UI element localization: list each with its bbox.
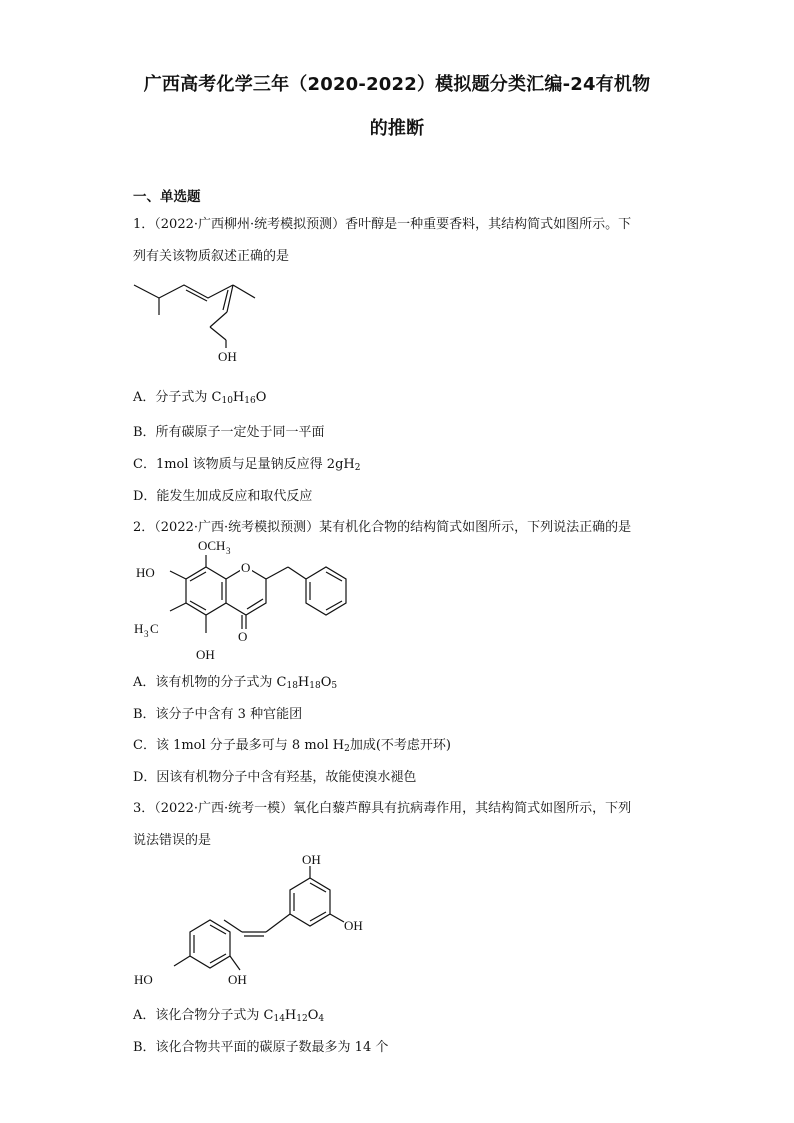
- question-1-stem-continued: 列有关该物质叙述正确的是: [133, 249, 290, 264]
- question-3-option-a[interactable]: A．该化合物分子式为 $C_{14}H_{12}O_4$: [133, 1008, 325, 1024]
- question-3-stem: 3．（2022·广西·统考一模）氧化白藜芦醇具有抗病毒作用，其结构简式如图所示，下列: [133, 801, 632, 816]
- svg-text:OH: OH: [302, 852, 321, 867]
- svg-text:OCH: OCH: [198, 538, 226, 553]
- hydroxyl-label: OH: [218, 349, 237, 364]
- svg-text:OH: OH: [196, 647, 215, 662]
- question-1-option-d[interactable]: D．能发生加成反应和取代反应: [133, 489, 313, 504]
- svg-text:HO: HO: [134, 972, 153, 987]
- question-2-stem: 2．（2022·广西·统考模拟预测）某有机化合物的结构简式如图所示，下列说法正确的是: [133, 520, 632, 535]
- question-1-option-b[interactable]: B．所有碳原子一定处于同一平面: [133, 425, 325, 440]
- question-1-option-c[interactable]: C．1mol 该物质与足量钠反应得 $2gH_2$: [133, 457, 361, 473]
- section-heading: 一、单选题: [133, 189, 201, 205]
- svg-text:3: 3: [144, 629, 149, 639]
- svg-text:H: H: [134, 621, 144, 636]
- page-title-continued: 的推断: [369, 118, 425, 139]
- question-2-option-d[interactable]: D．因该有机物分子中含有羟基，故能使溴水褪色: [133, 770, 417, 785]
- svg-text:OH: OH: [344, 918, 363, 933]
- flavone-structure: [130, 535, 370, 665]
- question-3-option-b[interactable]: B．该化合物共平面的碳原子数最多为 14 个: [133, 1040, 389, 1055]
- question-2-option-b[interactable]: B．该分子中含有 3 种官能团: [133, 707, 303, 722]
- svg-text:C: C: [150, 621, 159, 636]
- question-1-option-a[interactable]: A．分子式为 $C_{10}H_{16}O$: [133, 390, 267, 406]
- question-2-option-a[interactable]: A．该有机物的分子式为 $C_{18}H_{18}O_5$: [133, 675, 338, 691]
- question-1-stem: 1．（2022·广西柳州·统考模拟预测）香叶醇是一种重要香料，其结构简式如图所示。下: [133, 217, 632, 232]
- oxyresveratrol-structure: [130, 852, 390, 997]
- svg-text:OH: OH: [228, 972, 247, 987]
- svg-text:3: 3: [226, 546, 231, 556]
- geraniol-structure: [130, 272, 290, 372]
- page-title: 广西高考化学三年（2020-2022）模拟题分类汇编-24有机物: [143, 74, 651, 95]
- svg-text:HO: HO: [136, 565, 155, 580]
- question-3-stem-continued: 说法错误的是: [133, 833, 212, 848]
- svg-text:O: O: [238, 629, 248, 644]
- svg-text:O: O: [241, 560, 251, 575]
- question-2-option-c[interactable]: C．该 1mol 分子最多可与 8 mol $H_2$加成(不考虑开环): [133, 738, 452, 754]
